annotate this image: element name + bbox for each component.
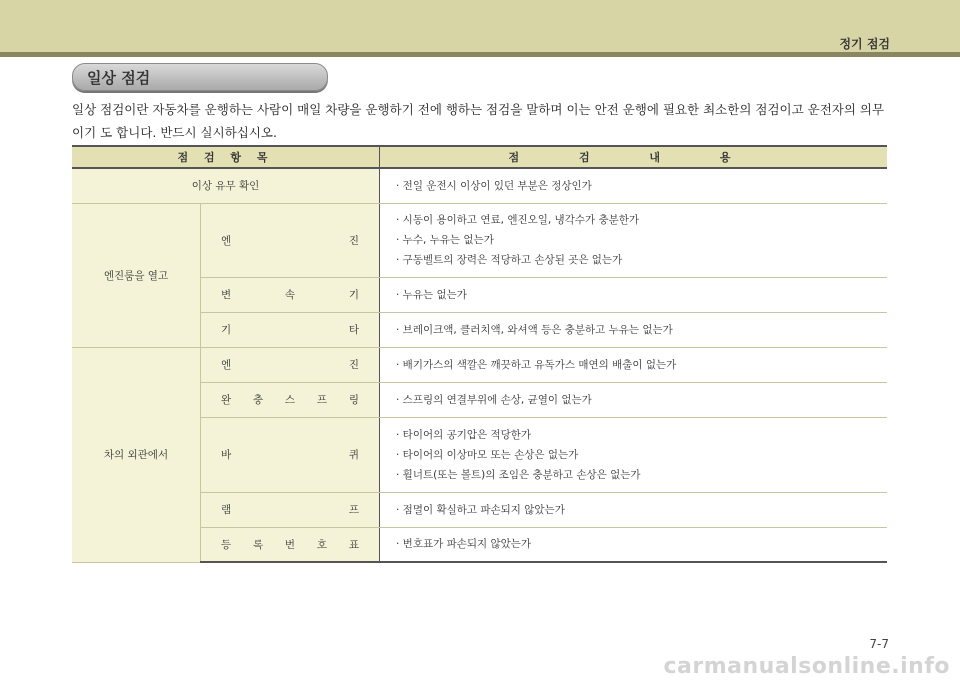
category-label: 엔진룸을 열고 (72, 203, 201, 347)
header-item: 점 검 항 목 (72, 146, 380, 168)
sub-item: 엔 진 (201, 347, 380, 382)
sub-item: 기 타 (201, 312, 380, 347)
table-row (72, 168, 887, 203)
item-label: 이상 유무 확인 (72, 168, 380, 203)
header-divider (0, 52, 960, 57)
chapter-title: 정기 점검 (839, 37, 890, 51)
item-desc: · 번호표가 파손되지 않았는가 (380, 527, 888, 562)
category-label: 차의 외관에서 (72, 347, 201, 562)
section-title-pill (72, 63, 328, 91)
watermark: carmanualsonline.info (663, 654, 950, 679)
sub-item: 램 프 (201, 492, 380, 527)
item-desc: · 점멸이 확실하고 파손되지 않았는가 (380, 492, 888, 527)
sub-item: 변 속 기 (201, 277, 380, 312)
item-desc: · 시동이 용이하고 연료, 엔진오일, 냉각수가 충분한가 · 누수, 누유는 없는가 · 구동벨트의 장력은 적당하고 손상된 곳은 없는가 (380, 203, 888, 277)
sub-item: 등 록 번 호 표 (201, 527, 380, 562)
item-desc: · 전일 운전시 이상이 있던 부분은 정상인가 (380, 168, 888, 203)
sub-item: 바 퀴 (201, 417, 380, 492)
intro-paragraph: 일상 점검이란 자동차를 운행하는 사람이 매일 차량을 운행하기 전에 행하는 점검을 말하며 이는 안전 운행에 필요한 최소한의 점검이고 운전자의 의무이기 도 합니다. 반드시 실시하십시오. (72, 102, 885, 140)
section-title: 일상 점검 (87, 69, 151, 87)
item-desc: · 누유는 없는가 (380, 277, 888, 312)
item-desc: · 타이어의 공기압은 적당한가 · 타이어의 이상마모 또는 손상은 없는가 · 휠너트(또는 볼트)의 조임은 충분하고 손상은 없는가 (380, 417, 888, 492)
inspection-table (72, 145, 887, 563)
header-band (0, 0, 960, 52)
item-desc: · 스프링의 연결부위에 손상, 균열이 없는가 (380, 382, 888, 417)
table-row (72, 203, 887, 277)
sub-item: 완 충 스 프 링 (201, 382, 380, 417)
sub-item: 엔 진 (201, 203, 380, 277)
item-desc: · 브레이크액, 클러치액, 와셔액 등은 충분하고 누유는 없는가 (380, 312, 888, 347)
page-number: 7-7 (869, 637, 889, 651)
item-desc: · 배기가스의 색깔은 깨끗하고 유독가스 매연의 배출이 없는가 (380, 347, 888, 382)
table-row (72, 347, 887, 382)
header-content: 점 검 내 용 (380, 146, 888, 168)
